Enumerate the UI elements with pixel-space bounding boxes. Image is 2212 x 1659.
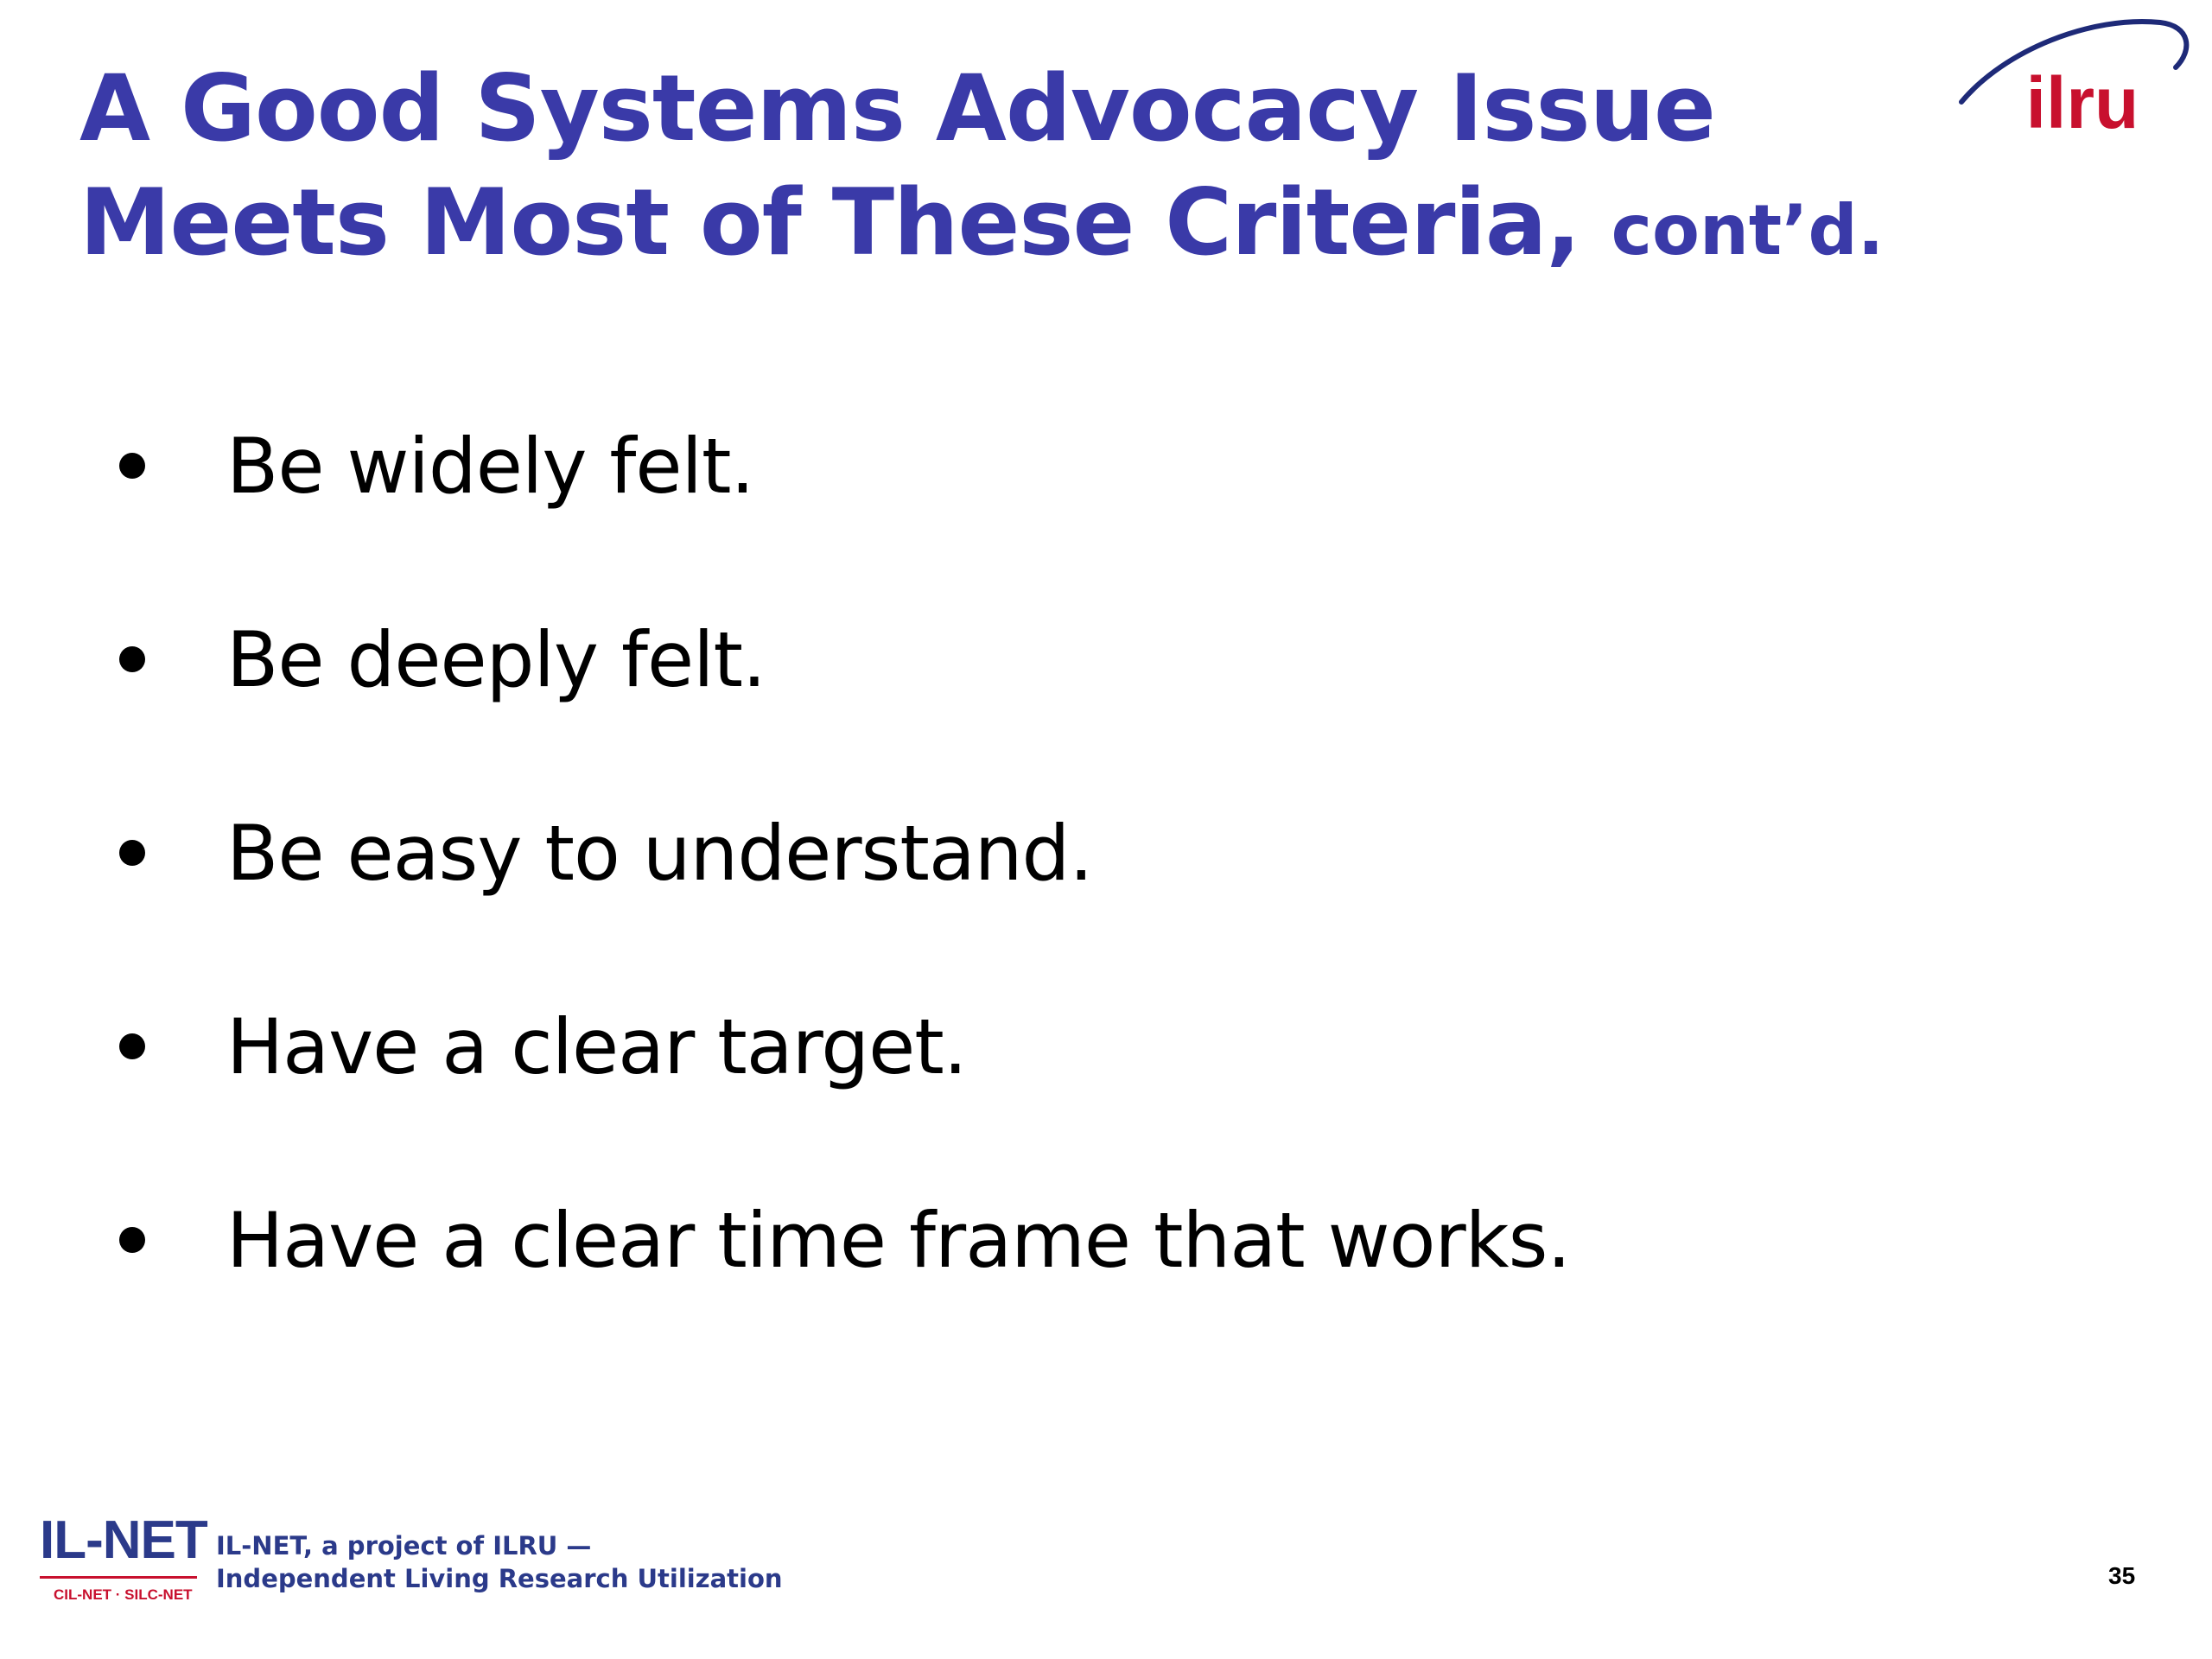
slide-title (79, 52, 1884, 288)
il-net-logo-rule (40, 1576, 197, 1579)
footer-line-2: Independent Living Research Utilization (216, 1564, 783, 1593)
bullet-dot-icon (119, 840, 145, 866)
il-net-logo-text: IL-NET (40, 1510, 207, 1570)
bullet-text: Be deeply felt. (226, 615, 766, 704)
title-line-2 (79, 166, 1884, 288)
bullet-dot-icon (119, 1033, 145, 1059)
bullet-text: Be easy to understand. (226, 809, 1093, 898)
bullet-text: Have a clear time frame that works. (226, 1196, 1571, 1285)
bullet-dot-icon (119, 646, 145, 672)
footer-line-1: IL-NET, a project of ILRU — (216, 1531, 592, 1560)
page-number: 35 (2108, 1562, 2136, 1589)
bullet-text: Have a clear target. (226, 1002, 967, 1091)
ilru-logo-text: ilru (2025, 62, 2139, 143)
title-line-1: A Good Systems Advocacy Issue (79, 55, 1715, 162)
il-net-logo-subtext: CIL-NET · SILC-NET (54, 1586, 193, 1603)
footer-attribution (216, 1529, 783, 1595)
title-suffix: cont’d. (1611, 190, 1885, 270)
bullet-text: Be widely felt. (226, 422, 754, 511)
ilru-logo-icon (1953, 16, 2195, 154)
bullet-dot-icon (119, 453, 145, 479)
bullet-dot-icon (119, 1227, 145, 1253)
il-net-logo (40, 1510, 207, 1614)
title-line-2-main: Meets Most of These Criteria, (79, 169, 1580, 276)
